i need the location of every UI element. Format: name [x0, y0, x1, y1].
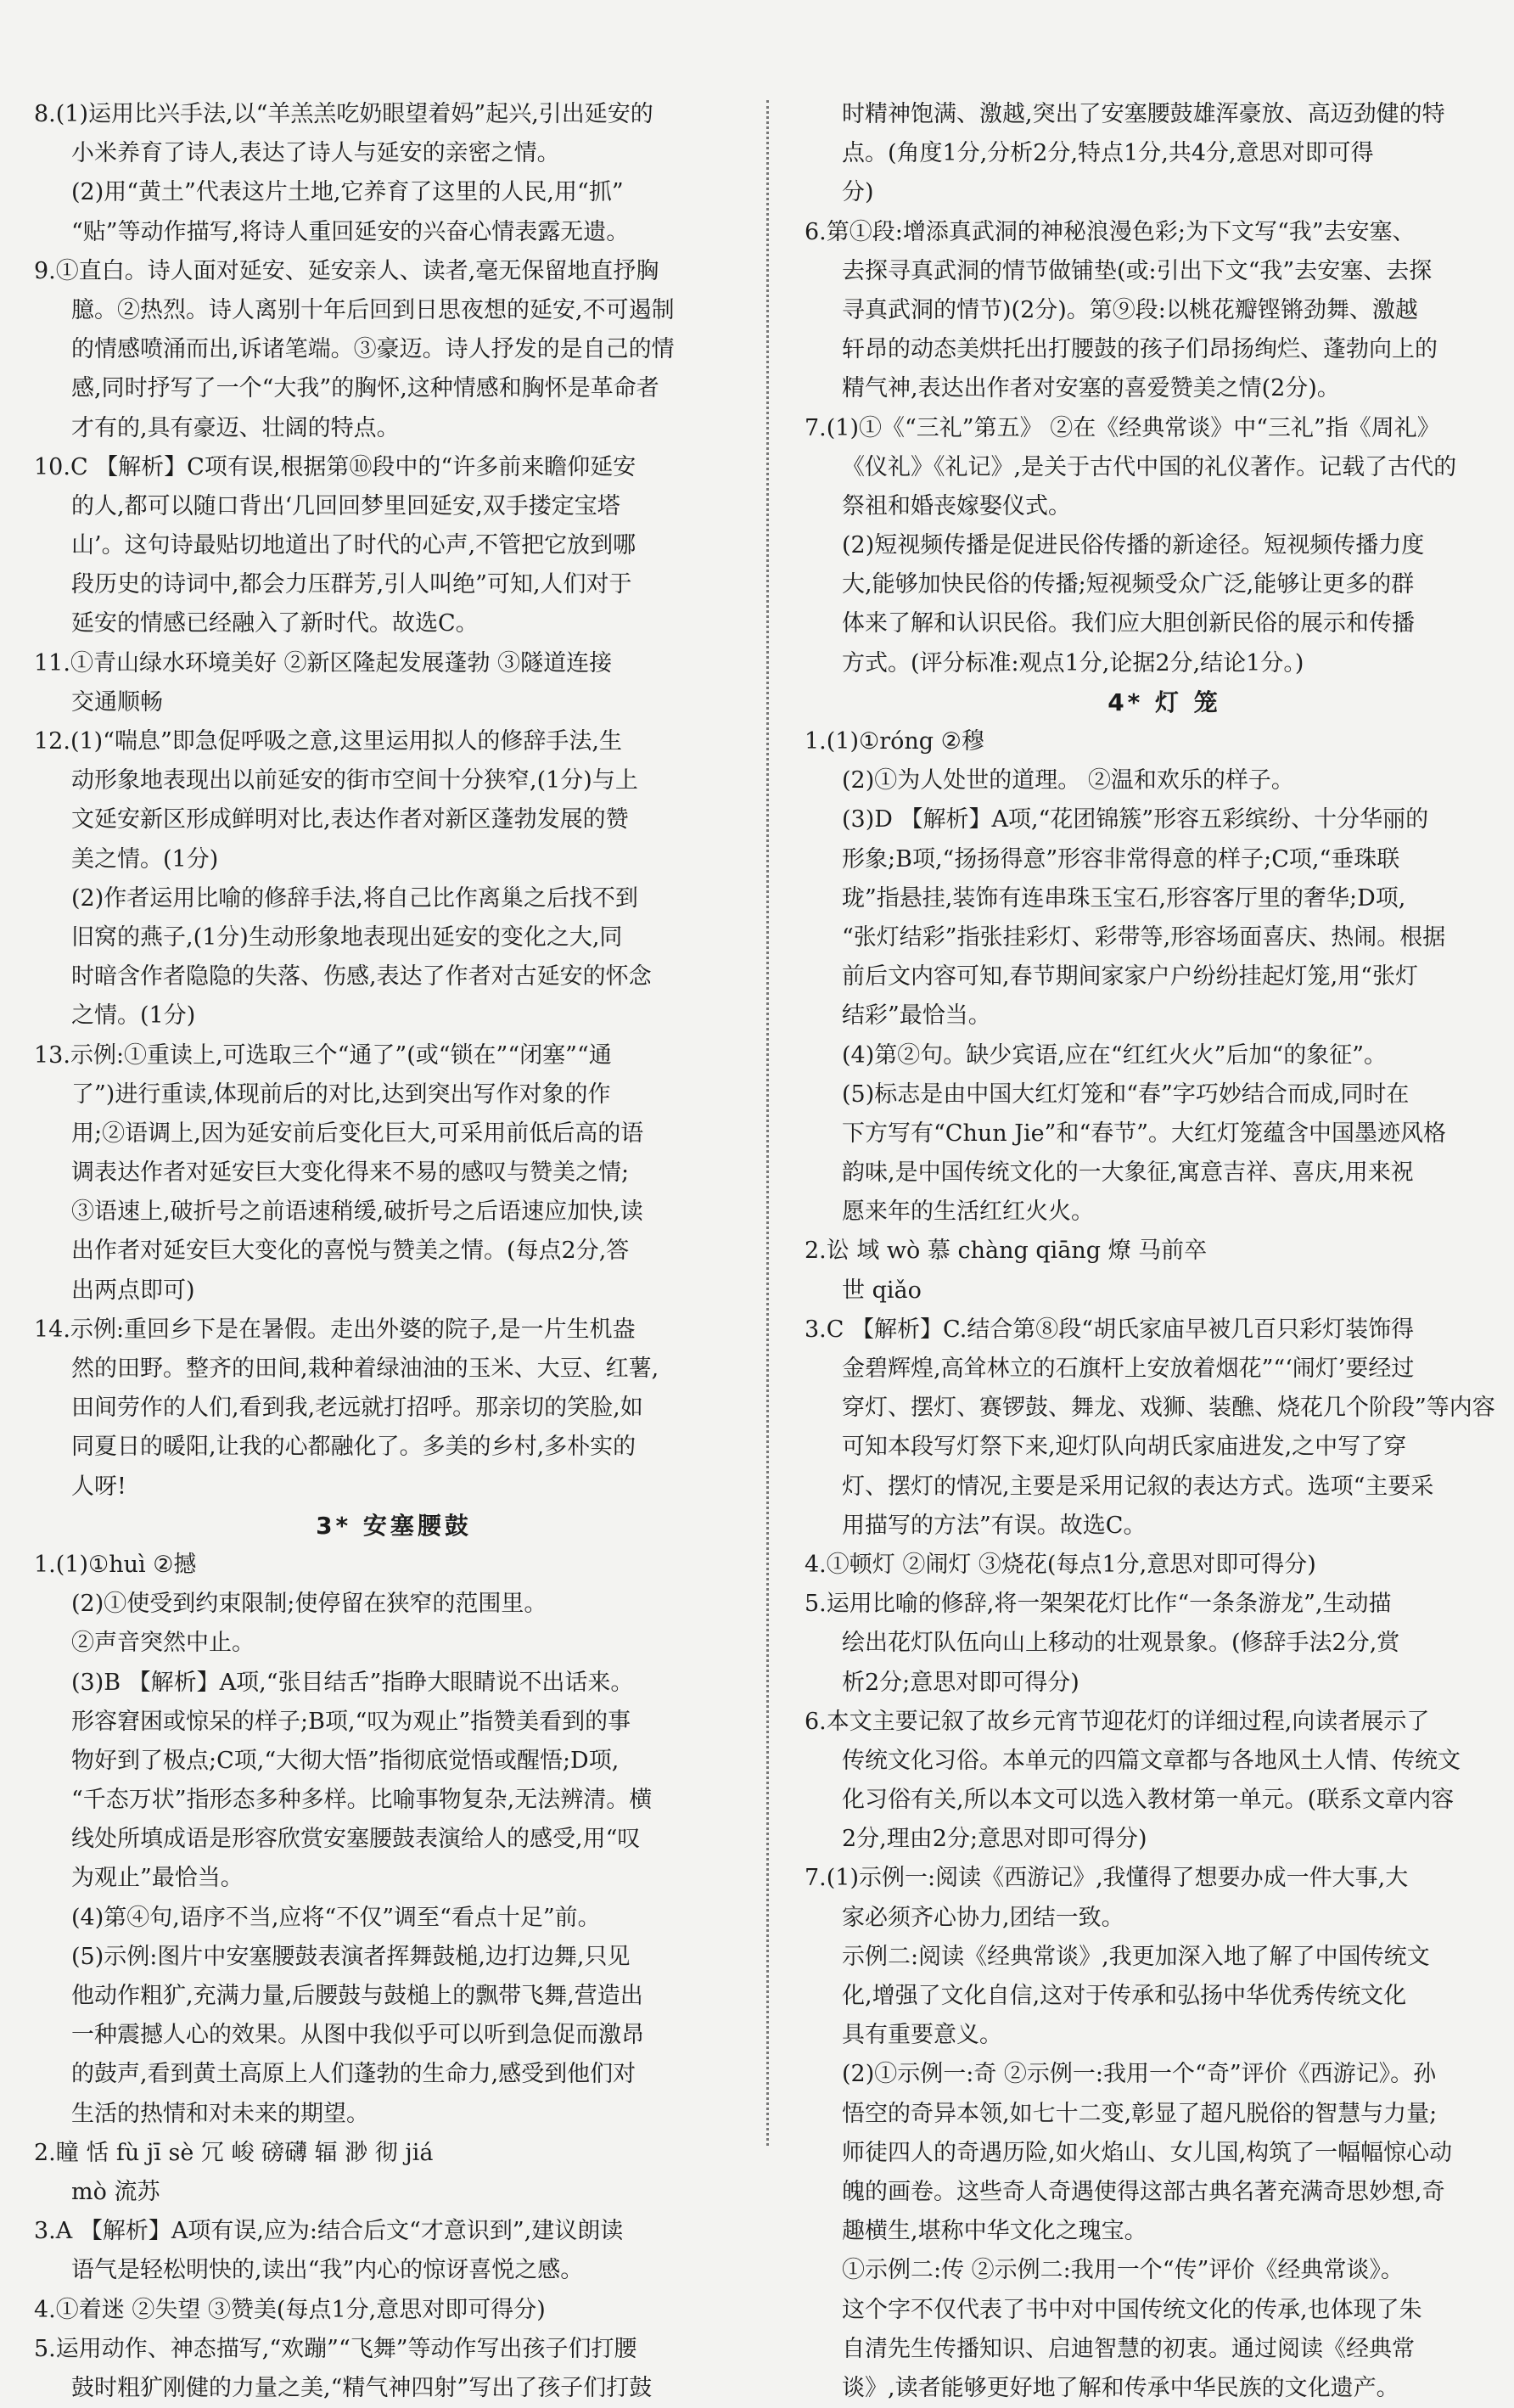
text-line: 鼓时粗犷刚健的力量之美,“精气神四射”写出了孩子们打鼓 — [71, 2374, 653, 2401]
text-line: 方式。(评分标准:观点1分,论据2分,结论1分。) — [842, 649, 1304, 676]
text-line: 分) — [842, 179, 874, 206]
text-line: 生活的热情和对未来的期望。 — [71, 2100, 369, 2127]
text-line: 谈》,读者能够更好地了解和传承中华民族的文化遗产。 — [842, 2374, 1399, 2401]
text-line: (5)标志是由中国大红灯笼和“春”字巧妙结合而成,同时在 — [842, 1081, 1410, 1108]
text-line: (2)用“黄土”代表这片土地,它养育了这里的人民,用“抓” — [71, 179, 624, 206]
text-line: 3.C 【解析】C.结合第⑧段“胡氏家庙早被几百只彩灯装饰得 — [805, 1316, 1415, 1343]
text-line: 9.①直白。诗人面对延安、延安亲人、读者,毫无保留地直抒胸 — [34, 257, 659, 284]
text-line: 用;②语调上,因为延安前后变化巨大,可采用前低后高的语 — [71, 1120, 644, 1147]
text-line: 7.(1)①《“三礼”第五》 ②在《经典常谈》中“三礼”指《周礼》 — [805, 414, 1440, 441]
text-line: 大,能够加快民俗的传播;短视频受众广泛,能够让更多的群 — [842, 571, 1415, 598]
text-line: 段历史的诗词中,都会力压群芳,引人叫绝”可知,人们对于 — [71, 571, 632, 598]
text-line: 旧窝的燕子,(1分)生动形象地表现出延安的变化之大,同 — [71, 923, 623, 951]
text-line: 14.示例:重回乡下是在暑假。走出外婆的院子,是一片生机盎 — [34, 1316, 636, 1343]
text-line: (4)第②句。缺少宾语,应在“红红火火”后加“的象征”。 — [842, 1041, 1388, 1069]
text-line: 4.①顿灯 ②闹灯 ③烧花(每点1分,意思对即可得分) — [805, 1551, 1316, 1578]
text-line: 时精神饱满、激越,突出了安塞腰鼓雄浑豪放、高迈劲健的特 — [842, 101, 1445, 127]
text-line: 前后文内容可知,春节期间家家户户纷纷挂起灯笼,用“张灯 — [842, 963, 1418, 991]
text-line: 师徒四人的奇遇历险,如火焰山、女儿国,构筑了一幅幅惊心动 — [842, 2139, 1453, 2166]
text-line: (4)第④句,语序不当,应将“不仅”调至“看点十足”前。 — [71, 1904, 601, 1931]
column-divider — [766, 100, 769, 2146]
text-line: 动形象地表现出以前延安的街市空间十分狭窄,(1分)与上 — [71, 767, 638, 794]
text-line: 他动作粗犷,充满力量,后腰鼓与鼓槌上的飘带飞舞,营造出 — [71, 1983, 643, 2009]
text-line: ②声音突然中止。 — [71, 1630, 255, 1657]
text-line: 5.运用动作、神态描写,“欢蹦”“飞舞”等动作写出孩子们打腰 — [34, 2335, 637, 2362]
text-line: 金碧辉煌,高耸林立的石旗杆上安放着烟花”“‘闹灯’要经过 — [842, 1356, 1415, 1382]
text-line: 才有的,具有豪迈、壮阔的特点。 — [71, 414, 400, 441]
text-line: “千态万状”指形态多种多样。比喻事物复杂,无法辨清。横 — [71, 1787, 653, 1814]
text-line: 灯、摆灯的情况,主要是采用记叙的表达方式。选项“主要采 — [842, 1473, 1434, 1500]
text-line: 出作者对延安巨大变化的喜悦与赞美之情。(每点2分,答 — [71, 1238, 630, 1265]
text-line: (2)短视频传播是促进民俗传播的新途径。短视频传播力度 — [842, 532, 1425, 559]
text-line: (3)D 【解析】A项,“花团锦簇”形容五彩缤纷、十分华丽的 — [842, 806, 1429, 834]
text-line: 交通顺畅 — [71, 688, 163, 716]
text-line: 悟空的奇异本领,如七十二变,彰显了超凡脱俗的智慧与力量; — [842, 2100, 1438, 2127]
text-line: 去探寻真武洞的情节做铺垫(或:引出下文“我”去安塞、去探 — [842, 257, 1433, 284]
text-line: 析2分;意思对即可得分) — [842, 1669, 1079, 1696]
text-line: 美之情。(1分) — [71, 845, 219, 873]
text-line: 一种震撼人心的效果。从图中我似乎可以听到急促而激昂 — [71, 2022, 644, 2049]
left-column — [34, 95, 754, 2408]
text-line: ①示例二:传 ②示例二:我用一个“传”评价《经典常谈》。 — [842, 2257, 1404, 2284]
text-line: 示例二:阅读《经典常谈》,我更加深入地了解了中国传统文 — [842, 1943, 1430, 1970]
text-line: 1.(1)①huì ②撼 — [34, 1551, 197, 1578]
text-line: 点。(角度1分,分析2分,特点1分,共4分,意思对即可得 — [842, 140, 1374, 167]
text-line: 具有重要意义。 — [842, 2022, 1002, 2049]
text-line: 同夏日的暖阳,让我的心都融化了。多美的乡村,多朴实的 — [71, 1434, 636, 1461]
text-line: 延安的情感已经融入了新时代。故选C。 — [71, 610, 479, 637]
text-line: 的鼓声,看到黄土高原上人们蓬勃的生命力,感受到他们对 — [71, 2061, 636, 2088]
text-line: 韵味,是中国传统文化的一大象征,寓意吉祥、喜庆,用来祝 — [842, 1159, 1414, 1187]
section-title: 3* 安塞腰鼓 — [316, 1511, 472, 1540]
text-line: 传统文化习俗。本单元的四篇文章都与各地风土人情、传统文 — [842, 1747, 1461, 1774]
text-line: 田间劳作的人们,看到我,老远就打招呼。那亲切的笑脸,如 — [71, 1395, 643, 1422]
text-line: 感,同时抒写了一个“大我”的胸怀,这种情感和胸怀是革命者 — [71, 375, 659, 402]
text-line: 语气是轻松明快的,读出“我”内心的惊讶喜悦之感。 — [71, 2257, 584, 2284]
text-line: 自清先生传播知识、启迪智慧的初衷。通过阅读《经典常 — [842, 2335, 1415, 2362]
text-line: 用描写的方法”有误。故选C。 — [842, 1512, 1147, 1539]
text-line: 6.本文主要记叙了故乡元宵节迎花灯的详细过程,向读者展示了 — [805, 1708, 1430, 1735]
text-line: 山’。这句诗最贴切地道出了时代的心声,不管把它放到哪 — [71, 532, 636, 559]
text-line: 小米养育了诗人,表达了诗人与延安的亲密之情。 — [71, 140, 560, 167]
text-line: 趣横生,堪称中华文化之瑰宝。 — [842, 2218, 1147, 2245]
text-line: 臆。②热烈。诗人离别十年后回到日思夜想的延安,不可遏制 — [71, 296, 675, 323]
text-line: 体来了解和认识民俗。我们应大胆创新民俗的展示和传播 — [842, 610, 1415, 637]
text-line: 精气神,表达出作者对安塞的喜爱赞美之情(2分)。 — [842, 375, 1340, 402]
text-line: 线处所填成语是形容欣赏安塞腰鼓表演给人的感受,用“叹 — [71, 1826, 641, 1853]
text-line: 世 qiǎo — [842, 1277, 922, 1304]
text-line: (2)①使受到约束限制;使停留在狭窄的范围里。 — [71, 1591, 547, 1618]
text-line: 11.①青山绿水环境美好 ②新区隆起发展蓬勃 ③隧道连接 — [34, 649, 613, 676]
text-line: 了”)进行重读,体现前后的对比,达到突出写作对象的作 — [71, 1081, 611, 1108]
text-line: 化,增强了文化自信,这对于传承和弘扬中华优秀传统文化 — [842, 1983, 1407, 2009]
text-line: 12.(1)“喘息”即急促呼吸之意,这里运用拟人的修辞手法,生 — [34, 728, 622, 755]
right-column — [805, 95, 1514, 2408]
text-line: 形象;B项,“扬扬得意”形容非常得意的样子;C项,“垂珠联 — [842, 845, 1400, 873]
text-line: 可知本段写灯祭下来,迎灯队向胡氏家庙进发,之中写了穿 — [842, 1434, 1407, 1461]
text-line: 出两点即可) — [71, 1277, 195, 1304]
text-line: 调表达作者对延安巨大变化得来不易的感叹与赞美之情; — [71, 1159, 630, 1187]
text-line: 13.示例:①重读上,可选取三个“通了”(或“锁在”“闭塞”“通 — [34, 1041, 612, 1069]
text-line: 然的田野。整齐的田间,栽种着绿油油的玉米、大豆、红薯, — [71, 1356, 659, 1382]
text-line: 文延安新区形成鲜明对比,表达作者对新区蓬勃发展的赞 — [71, 806, 629, 834]
text-line: 2.讼 域 wò 慕 chàng qiāng 燎 马前卒 — [805, 1238, 1208, 1265]
text-line: 6.第①段:增添真武洞的神秘浪漫色彩;为下文写“我”去安塞、 — [805, 218, 1416, 245]
text-line: 的情感喷涌而出,诉诸笔端。③豪迈。诗人抒发的是自己的情 — [71, 336, 675, 363]
text-line: 时暗含作者隐隐的失落、伤感,表达了作者对古延安的怀念 — [71, 963, 652, 991]
text-line: 魄的画卷。这些奇人奇遇使得这部古典名著充满奇思妙想,奇 — [842, 2178, 1445, 2205]
text-line: 人呀! — [71, 1473, 126, 1500]
text-line: (2)作者运用比喻的修辞手法,将自己比作离巢之后找不到 — [71, 884, 638, 912]
text-line: 珑”指悬挂,装饰有连串珠玉宝石,形容客厅里的奢华;D项, — [842, 884, 1406, 912]
text-line: 寻真武洞的情节)(2分)。第⑨段:以桃花瓣铿锵劲舞、激越 — [842, 296, 1418, 323]
text-line: 8.(1)运用比兴手法,以“羊羔羔吃奶眼望着妈”起兴,引出延安的 — [34, 101, 653, 127]
text-line: (5)示例:图片中安塞腰鼓表演者挥舞鼓槌,边打边舞,只见 — [71, 1943, 631, 1970]
text-line: ③语速上,破折号之前语速稍缓,破折号之后语速应加快,读 — [71, 1198, 643, 1226]
text-line: 这个字不仅代表了书中对中国传统文化的传承,也体现了朱 — [842, 2296, 1422, 2323]
text-line: 为观止”最恰当。 — [71, 1865, 244, 1892]
text-line: 2.瞳 恬 fù jī sè 冗 峻 磅礴 辐 渺 彻 jiá — [34, 2139, 434, 2166]
text-line: 3.A 【解析】A项有误,应为:结合后文“才意识到”,建议朗读 — [34, 2218, 624, 2245]
text-line: “贴”等动作描写,将诗人重回延安的兴奋心情表露无遗。 — [71, 218, 630, 245]
text-line: 愿来年的生活红红火火。 — [842, 1198, 1094, 1226]
text-line: 7.(1)示例一:阅读《西游记》,我懂得了想要办成一件大事,大 — [805, 1865, 1409, 1892]
text-line: 1.(1)①róng ②穆 — [805, 728, 984, 755]
text-line: “张灯结彩”指张挂彩灯、彩带等,形容场面喜庆、热闹。根据 — [842, 923, 1446, 951]
text-line: (2)①为人处世的道理。 ②温和欢乐的样子。 — [842, 767, 1294, 794]
text-line: 结彩”最恰当。 — [842, 1002, 991, 1030]
text-line: 的人,都可以随口背出‘几回回梦里回延安,双手搂定宝塔 — [71, 492, 620, 519]
text-line: 下方写有“Chun Jie”和“春节”。大红灯笼蕴含中国墨迹风格 — [842, 1120, 1447, 1147]
text-line: 5.运用比喻的修辞,将一架架花灯比作“一条条游龙”,生动描 — [805, 1591, 1392, 1618]
text-line: 形容窘困或惊呆的样子;B项,“叹为观止”指赞美看到的事 — [71, 1708, 631, 1735]
text-line: 2分,理由2分;意思对即可得分) — [842, 1826, 1147, 1853]
text-line: 轩昂的动态美烘托出打腰鼓的孩子们昂扬绚烂、蓬勃向上的 — [842, 336, 1438, 363]
text-line: 4.①着迷 ②失望 ③赞美(每点1分,意思对即可得分) — [34, 2296, 546, 2323]
text-line: (2)①示例一:奇 ②示例一:我用一个“奇”评价《西游记》。孙 — [842, 2061, 1437, 2088]
text-line: 《仪礼》《礼记》,是关于古代中国的礼仪著作。记载了古代的 — [842, 453, 1457, 480]
text-line: 家必须齐心协力,团结一致。 — [842, 1904, 1124, 1931]
text-line: 物好到了极点;C项,“大彻大悟”指彻底觉悟或醒悟;D项, — [71, 1747, 620, 1774]
text-line: 10.C 【解析】C项有误,根据第⑩段中的“许多前来瞻仰延安 — [34, 453, 636, 480]
text-line: 绘出花灯队伍向山上移动的壮观景象。(修辞手法2分,赏 — [842, 1630, 1400, 1657]
section-title: 4* 灯 笼 — [1107, 688, 1221, 716]
text-line: 祭祖和婚丧嫁娶仪式。 — [842, 492, 1071, 519]
text-line: 化习俗有关,所以本文可以选入教材第一单元。(联系文章内容 — [842, 1787, 1455, 1814]
text-line: mò 流苏 — [71, 2178, 160, 2205]
text-line: 之情。(1分) — [71, 1002, 196, 1030]
text-line: (3)B 【解析】A项,“张目结舌”指睁大眼睛说不出话来。 — [71, 1669, 634, 1696]
text-line: 穿灯、摆灯、赛锣鼓、舞龙、戏狮、装醮、烧花几个阶段”等内容 — [842, 1395, 1495, 1422]
